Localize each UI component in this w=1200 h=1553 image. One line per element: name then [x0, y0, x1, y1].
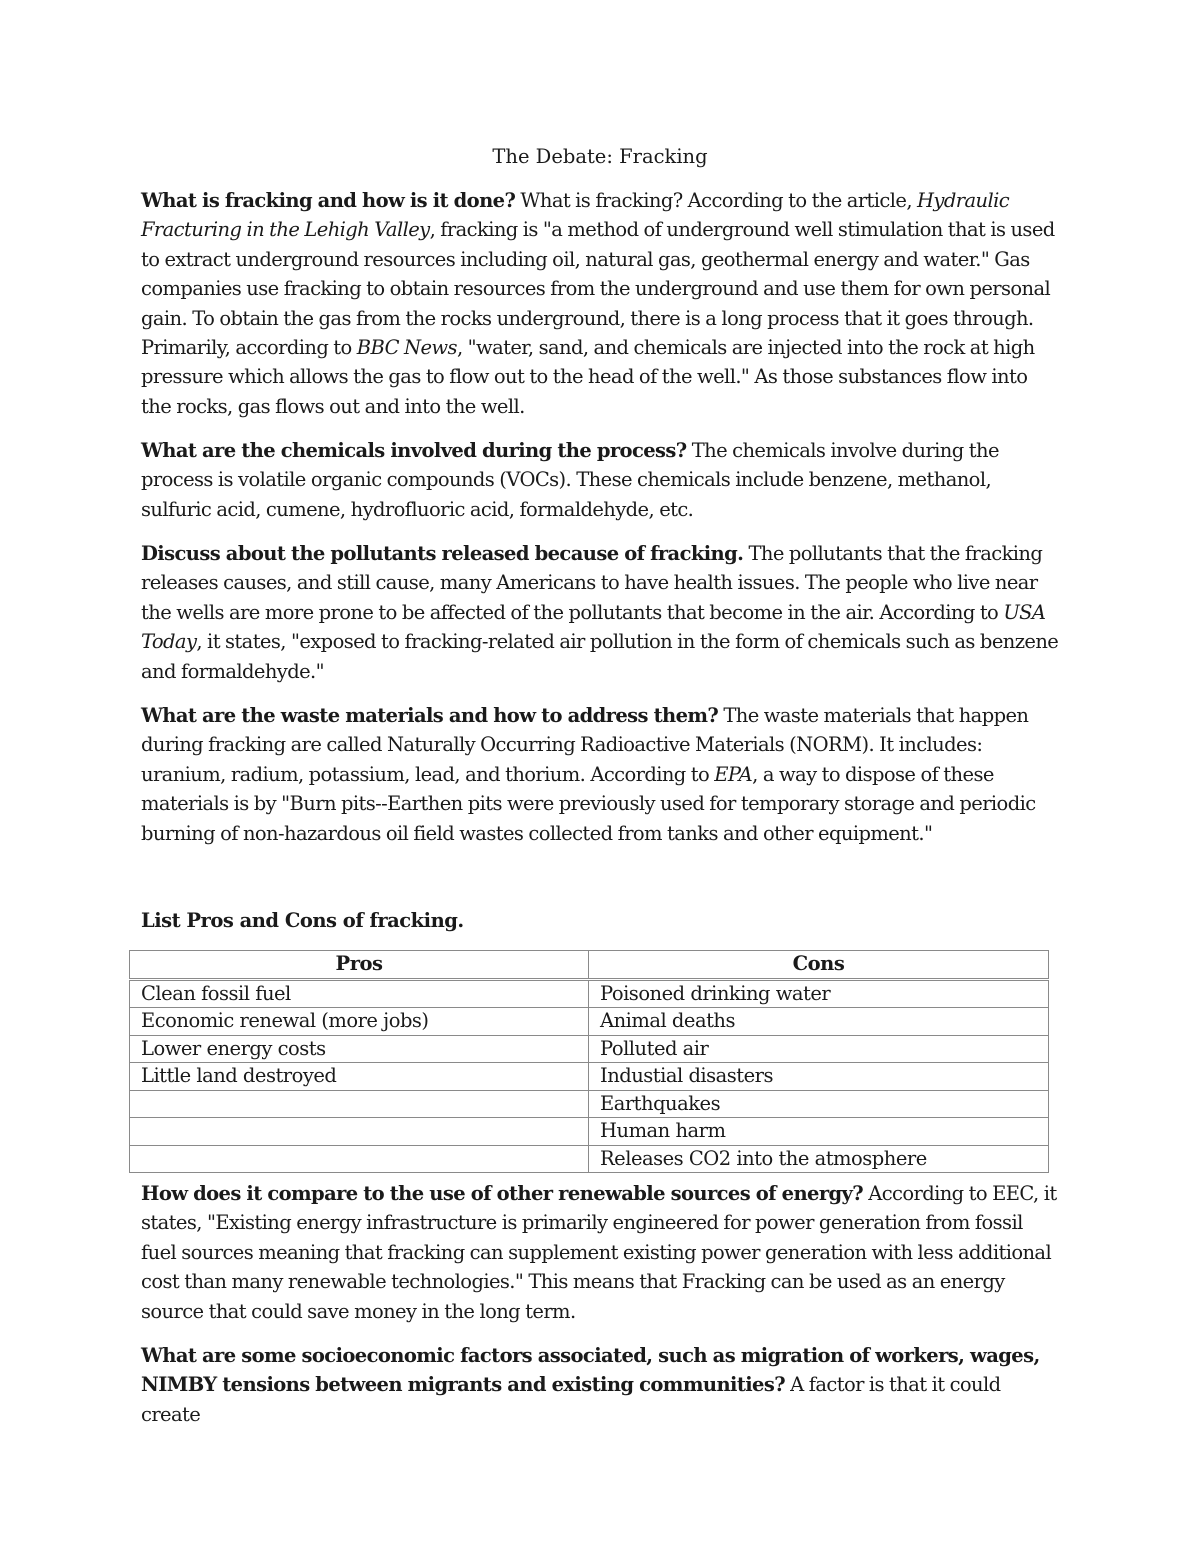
answer-text: , it states, "exposed to fracking-related air pollution in the form of chemicals such as benzene and formaldehyde.": [141, 630, 1059, 683]
source-name: BBC News: [356, 336, 457, 360]
pros-header: Pros: [130, 951, 589, 980]
answer-text: The chemicals involve during the process is volatile organic compounds (VOCs). These chemicals include benzene, methanol, sulfuric acid, cumene, hydrofluoric acid, formaldehyde, etc.: [141, 439, 999, 521]
question-waste: What are the waste materials and how to address them?: [141, 704, 719, 727]
question-pollutants: Discuss about the pollutants released because of fracking.: [141, 542, 744, 565]
answer-text: , "water, sand, and chemicals are injected into the rock at high pressure which allows the gas to flow out to the head of the well." As those substances flow into the rocks, gas flows out and into the well.: [141, 336, 1035, 418]
answer-text: According to EEC, it states, "Existing energy infrastructure is primarily engineered for power generation from fossil fuel sources meaning that fracking can supplement existing power generation with less additional cost than many renewable technologies." This means that Fracking can be used as an energy source that could save money in the long term.: [141, 1182, 1057, 1323]
answer-text: A factor is that it could create: [141, 1373, 1001, 1426]
con-cell: Animal deaths: [589, 1008, 1049, 1036]
con-cell: Releases CO2 into the atmosphere: [589, 1145, 1049, 1173]
section-fracking: [141, 186, 1061, 421]
pro-cell: [130, 1118, 589, 1146]
question-compare: How does it compare to the use of other renewable sources of energy?: [141, 1182, 864, 1205]
pros-cons-heading: List Pros and Cons of fracking.: [141, 909, 464, 932]
cons-header: Cons: [589, 951, 1049, 980]
section-pollutants: [141, 539, 1061, 686]
pro-cell: Economic renewal (more jobs): [130, 1008, 589, 1036]
source-name: EPA: [714, 762, 753, 786]
table-row: [130, 1035, 1049, 1063]
table-row: [130, 1063, 1049, 1091]
pro-cell: Little land destroyed: [130, 1063, 589, 1091]
con-cell: Human harm: [589, 1118, 1049, 1146]
source-name: USA Today: [141, 600, 1046, 654]
answer-text: , fracking is "a method of underground well stimulation that is used to extract underground resources including oil, natural gas, geothermal energy and water." Gas companies use fracking to obtain resources from the underground and use them for own personal gain. To obtain the gas from the rocks underground, there is a long process that it goes through. Primarily, according to: [141, 218, 1055, 360]
page-title: The Debate: Fracking: [492, 145, 708, 168]
answer-text: The pollutants that the fracking releases causes, and still cause, many Americans to have health issues. The people who live near the wells are more prone to be affected of the pollutants that become in the air. According to: [141, 542, 1043, 624]
table-row: [130, 1118, 1049, 1146]
answer-text: What is fracking? According to the article,: [515, 189, 918, 212]
table-row: [130, 1008, 1049, 1036]
pro-cell: Clean fossil fuel: [130, 979, 589, 1008]
answer-text: , a way to dispose of these materials is by "Burn pits--Earthen pits were previously used for temporary storage and periodic burning of non-hazardous oil field wastes collected from tanks and other equipment.": [141, 762, 1036, 845]
question-socioeconomic: What are some socioeconomic factors associated, such as migration of workers, wages, NIMBY tensions between migrants and existing communities?: [141, 1344, 1040, 1397]
table-row: [130, 979, 1049, 1008]
article-title: Hydraulic Fracturing in the Lehigh Valley: [141, 189, 1010, 242]
section-waste: [141, 701, 1061, 848]
section-chemicals: [141, 436, 1061, 524]
section-compare: [141, 1179, 1061, 1326]
answer-text: The waste materials that happen during fracking are called Naturally Occurring Radioactive Materials (NORM). It includes: uranium, radium, potassium, lead, and thorium. According to: [141, 704, 1029, 786]
pro-cell: [130, 1090, 589, 1118]
table-row: [130, 1090, 1049, 1118]
con-cell: Industial disasters: [589, 1063, 1049, 1091]
con-cell: Poisoned drinking water: [589, 979, 1049, 1008]
pro-cell: Lower energy costs: [130, 1035, 589, 1063]
section-socioeconomic: [141, 1341, 1061, 1429]
question-fracking: What is fracking and how is it done?: [141, 189, 516, 212]
table-header-row: [130, 951, 1049, 980]
question-chemicals: What are the chemicals involved during the process?: [141, 439, 687, 462]
con-cell: Earthquakes: [589, 1090, 1049, 1118]
pro-cell: [130, 1145, 589, 1173]
pros-cons-table: [129, 950, 1049, 1173]
table-row: [130, 1145, 1049, 1173]
con-cell: Polluted air: [589, 1035, 1049, 1063]
